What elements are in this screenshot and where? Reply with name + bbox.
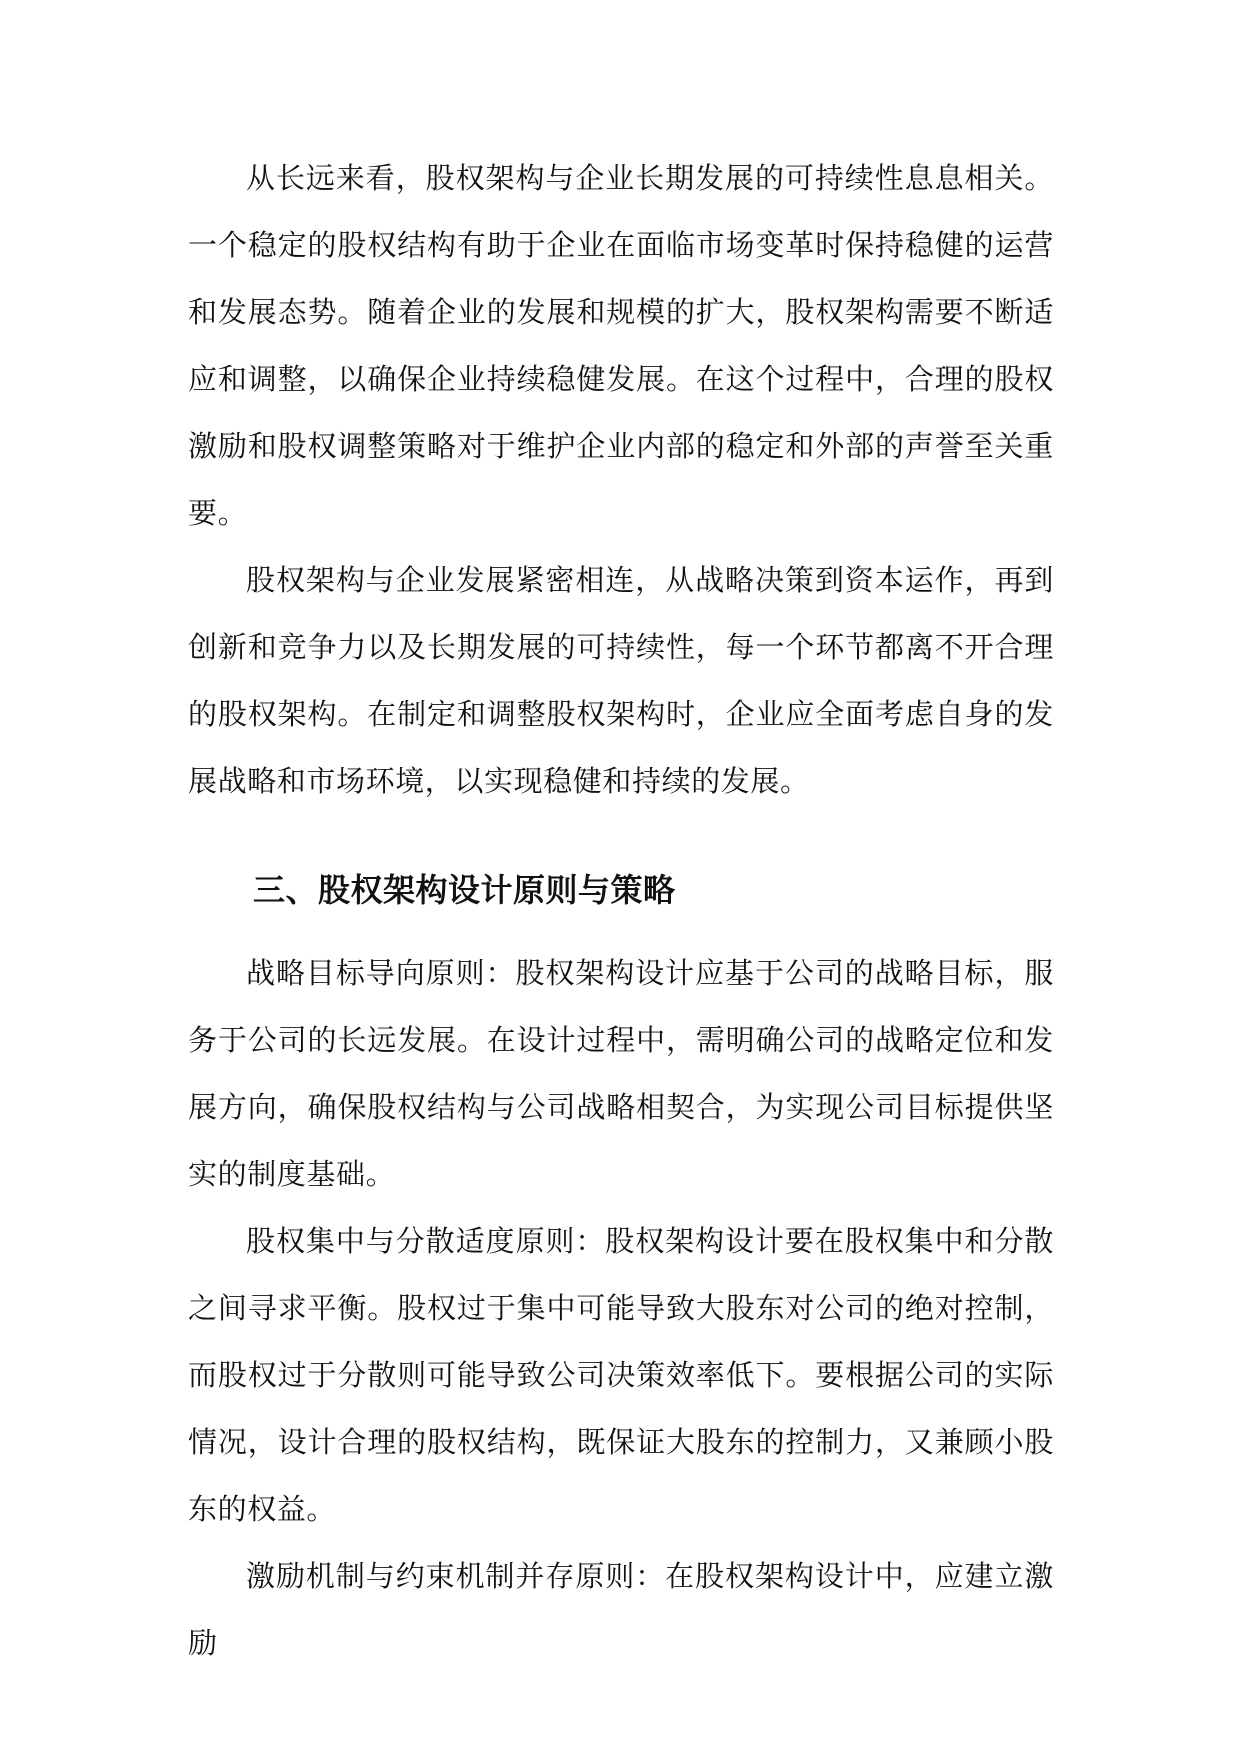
- paragraph-strategic-goal-principle: 战略目标导向原则：股权架构设计应基于公司的战略目标，服务于公司的长远发展。在设计过程中，需明确公司的战略定位和发展方向，确保股权结构与公司战略相契合，为实现公司目标提供坚实的制度基础。: [188, 956, 1054, 1191]
- paragraph-long-term-sustainability: 从长远来看，股权架构与企业长期发展的可持续性息息相关。一个稳定的股权结构有助于企业在面临市场变革时保持稳健的运营和发展态势。随着企业的发展和规模的扩大，股权架构需要不断适应和调整，以确保企业持续稳健发展。在这个过程中，合理的股权激励和股权调整策略对于维护企业内部的稳定和外部的声誉至关重要。: [188, 161, 1054, 530]
- document-body: [188, 145, 1054, 1677]
- paragraph-concentration-dispersion-principle: 股权集中与分散适度原则：股权架构设计要在股权集中和分散之间寻求平衡。股权过于集中可能导致大股东对公司的绝对控制，而股权过于分散则可能导致公司决策效率低下。要根据公司的实际情况，设计合理的股权结构，既保证大股东的控制力，又兼顾小股东的权益。: [188, 1224, 1054, 1526]
- paragraph-equity-and-development: 股权架构与企业发展紧密相连，从战略决策到资本运作，再到创新和竞争力以及长期发展的可持续性，每一个环节都离不开合理的股权架构。在制定和调整股权架构时，企业应全面考虑自身的发展战略和市场环境，以实现稳健和持续的发展。: [188, 563, 1054, 798]
- section-heading: 三、股权架构设计原则与策略: [253, 871, 676, 909]
- paragraph-incentive-constraint-principle: 激励机制与约束机制并存原则：在股权架构设计中，应建立激励: [188, 1559, 1054, 1660]
